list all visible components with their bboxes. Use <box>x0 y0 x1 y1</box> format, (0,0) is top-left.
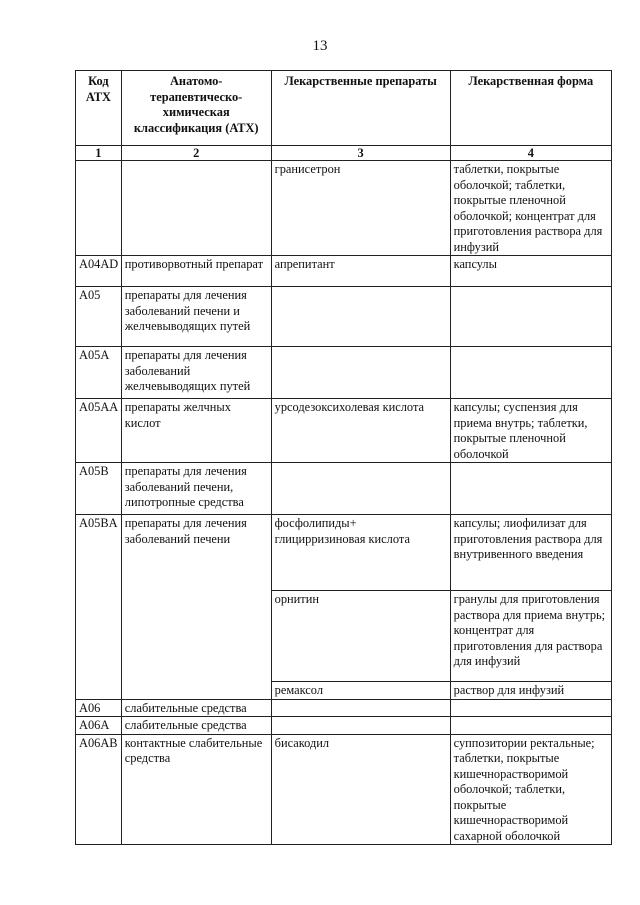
form-cell: капсулы; лиофилизат для приготовления раствора для внутривенного введения <box>450 515 611 591</box>
header-atx-code: Код АТХ <box>76 71 122 146</box>
drug-cell <box>271 287 450 347</box>
table-row <box>76 699 612 717</box>
form-cell <box>450 699 611 717</box>
classification-cell: препараты для лечения заболеваний печени, липотропные средства <box>121 463 271 515</box>
column-number: 4 <box>450 146 611 161</box>
atx-code-cell: A06AB <box>76 734 122 845</box>
classification-cell: слабительные средства <box>121 699 271 717</box>
atx-drug-table <box>75 70 612 845</box>
classification-cell: противорвотный препарат <box>121 256 271 287</box>
table-row <box>76 287 612 347</box>
drug-cell: фосфолипиды+ глицирризиновая кислота <box>271 515 450 591</box>
drug-cell: орнитин <box>271 591 450 682</box>
table-row <box>76 515 612 591</box>
form-cell: капсулы <box>450 256 611 287</box>
column-number: 2 <box>121 146 271 161</box>
atx-code-cell: A05 <box>76 287 122 347</box>
drug-cell: ремаксол <box>271 682 450 700</box>
drug-cell <box>271 717 450 735</box>
drug-cell <box>271 699 450 717</box>
drug-cell: апрепитант <box>271 256 450 287</box>
form-cell: суппозитории ректальные; таблетки, покрытые кишечнорастворимой оболочкой; таблетки, покрытые кишечнорастворимой сахарной оболочкой <box>450 734 611 845</box>
classification-cell: слабительные средства <box>121 717 271 735</box>
table-header-row <box>76 71 612 146</box>
table-row <box>76 347 612 399</box>
classification-cell: препараты для лечения заболеваний печени и желчевыводящих путей <box>121 287 271 347</box>
page-number: 13 <box>312 38 328 54</box>
atx-code-cell: A06A <box>76 717 122 735</box>
form-cell <box>450 287 611 347</box>
atx-code-cell: A05AA <box>76 399 122 463</box>
header-drugs: Лекарственные препараты <box>271 71 450 146</box>
table-row <box>76 463 612 515</box>
atx-code-cell: A05BA <box>76 515 122 700</box>
table-row <box>76 161 612 256</box>
form-cell <box>450 463 611 515</box>
form-cell <box>450 347 611 399</box>
table-row <box>76 399 612 463</box>
classification-cell: препараты для лечения заболеваний желчевыводящих путей <box>121 347 271 399</box>
column-number: 1 <box>76 146 122 161</box>
header-dosage-form: Лекарственная форма <box>450 71 611 146</box>
drug-cell: гранисетрон <box>271 161 450 256</box>
drug-cell <box>271 463 450 515</box>
form-cell: таблетки, покрытые оболочкой; таблетки, покрытые пленочной оболочкой; концентрат для приготовления раствора для инфузий <box>450 161 611 256</box>
atx-code-cell <box>76 161 122 256</box>
classification-cell: препараты для лечения заболеваний печени <box>121 515 271 700</box>
column-number: 3 <box>271 146 450 161</box>
drug-cell: урсодезоксихолевая кислота <box>271 399 450 463</box>
atx-code-cell: A06 <box>76 699 122 717</box>
atx-code-cell: A04AD <box>76 256 122 287</box>
atx-code-cell: A05B <box>76 463 122 515</box>
classification-cell <box>121 161 271 256</box>
drug-cell: бисакодил <box>271 734 450 845</box>
classification-cell: препараты желчных кислот <box>121 399 271 463</box>
form-cell: раствор для инфузий <box>450 682 611 700</box>
column-number-row <box>76 146 612 161</box>
table-row <box>76 256 612 287</box>
header-atx-classification: Анатомо-терапевтическо-химическая классификация (АТХ) <box>121 71 271 146</box>
atx-code-cell: A05A <box>76 347 122 399</box>
form-cell: капсулы; суспензия для приема внутрь; таблетки, покрытые пленочной оболочкой <box>450 399 611 463</box>
form-cell: гранулы для приготовления раствора для приема внутрь; концентрат для приготовления для раствора для инфузий <box>450 591 611 682</box>
table-row <box>76 734 612 845</box>
form-cell <box>450 717 611 735</box>
classification-cell: контактные слабительные средства <box>121 734 271 845</box>
table-row <box>76 717 612 735</box>
drug-cell <box>271 347 450 399</box>
